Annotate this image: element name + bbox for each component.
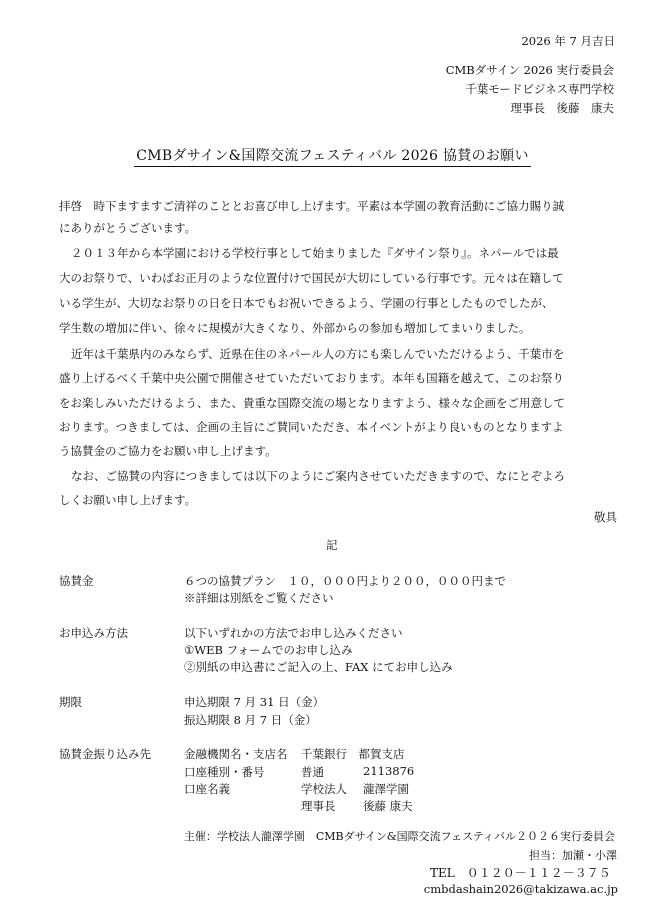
bank-row1-key: 金融機関名・支店名 [184,747,288,761]
footer-email[interactable]: cmbdashain2026@takizawa.ac.jp [423,882,618,896]
sponsor-note: ※詳細は別紙をご覧ください [184,591,334,605]
apply-instruction: 以下いずれかの方法でお申し込みください [184,626,403,640]
para3-line2: 盛り上げるべく千葉中央公園で開催させていただいております。本年も国籍を越えて、このお祭り [59,371,564,385]
ki-marker: 記 [326,538,338,552]
para3-line3: をお楽しみいただけるよう、また、貴重な国際交流の場となりますよう、様々な企画をご用意して [59,396,565,410]
para2-line4: 学生数の増加に伴い、徐々に規模が大きくなり、外部からの参加も増加してまいりました。 [59,321,531,335]
bank-holder-type: 学校法人 [301,782,347,796]
letter-date: 2026 年 7 月吉日 [521,34,615,48]
bank-row3-key: 口座名義 [184,782,230,796]
para3-line1: 近年は千葉県内のみならず、近県在住のネパール人の方にも楽しんでいただけるよう、千葉市を [71,347,565,361]
para4-line1: なお、ご協賛の内容につきましては以下のようにご案内させていただきますので、なにとぞよろ [71,469,566,483]
bank-row2-key: 口座種別・番号 [184,765,265,779]
para3-line5: う協賛金のご協力をお願い申し上げます。 [59,444,277,458]
deadline-label: 期限 [59,695,82,709]
footer-contact-person: 担当：加瀬・小澤 [529,849,617,862]
para3-line4: おります。つきましては、企画の主旨にご賛同いただき、本イベントがより良いものとなりますよ [59,420,564,434]
deadline-apply: 申込期限 7 月 31 日（金） [184,695,325,709]
apply-label: お申込み方法 [59,626,128,640]
sender-committee: CMBダサイン 2026 実行委員会 [445,63,614,77]
para4-line2: しくお願い申し上げます。 [59,493,197,507]
bank-holder-person: 後藤 康夫 [363,799,413,813]
para2-line3: いる学生が、大切なお祭りの日を日本でもお祝いできるよう、学園の行事としたものでしたが、 [59,296,554,310]
sender-school: 千葉モードビジネス専門学校 [465,82,614,96]
apply-web: ①WEB フォームでのお申し込み [184,643,353,657]
sponsor-plans: ６つの協賛プラン １０，０００円より２００，０００円まで [184,574,506,588]
closing-keigu: 敬具 [594,510,617,524]
sponsor-label: 協賛金 [59,574,94,588]
para2-line1: ２０１３年から本学園における学校行事として始まりました『ダサイン祭り』。ネパールでは最 [71,246,559,260]
sender-chairman: 理事長 後藤 康夫 [510,101,614,115]
document-title-text: CMBダサイン&国際交流フェスティバル 2026 協賛のお願い [134,148,531,167]
document-title [0,145,665,165]
footer-organizer: 主催：学校法人瀧澤学園 CMBダサイン&国際交流フェスティバル２０２６実行委員会 [183,830,615,843]
para1-line1: 拝啓 時下ますますご清祥のこととお喜び申し上げます。平素は本学園の教育活動にご協力賜り誠 [59,199,565,213]
apply-fax: ②別紙の申込書にご記入の上、FAX にてお申し込み [184,660,453,674]
bank-account-number: 2113876 [363,764,415,778]
deadline-payment: 振込期限 8 月 7 日（金） [184,713,317,727]
footer-phone: TEL ０１２０－１１２－３７５ [430,866,611,880]
bank-holder-title: 理事長 [301,799,336,813]
bank-account-type: 普通 [301,765,324,779]
para2-line2: 大のお祭りで、いわばお正月のような位置付けで国民が大切にしている行事です。元々は在籍して [59,271,564,285]
bank-row1-value: 千葉銀行 都賀支店 [301,747,405,761]
bank-holder-name: 瀧澤学園 [363,782,409,796]
para1-line2: にありがとうございます。 [59,221,197,235]
bank-label: 協賛金振り込み先 [59,747,151,761]
